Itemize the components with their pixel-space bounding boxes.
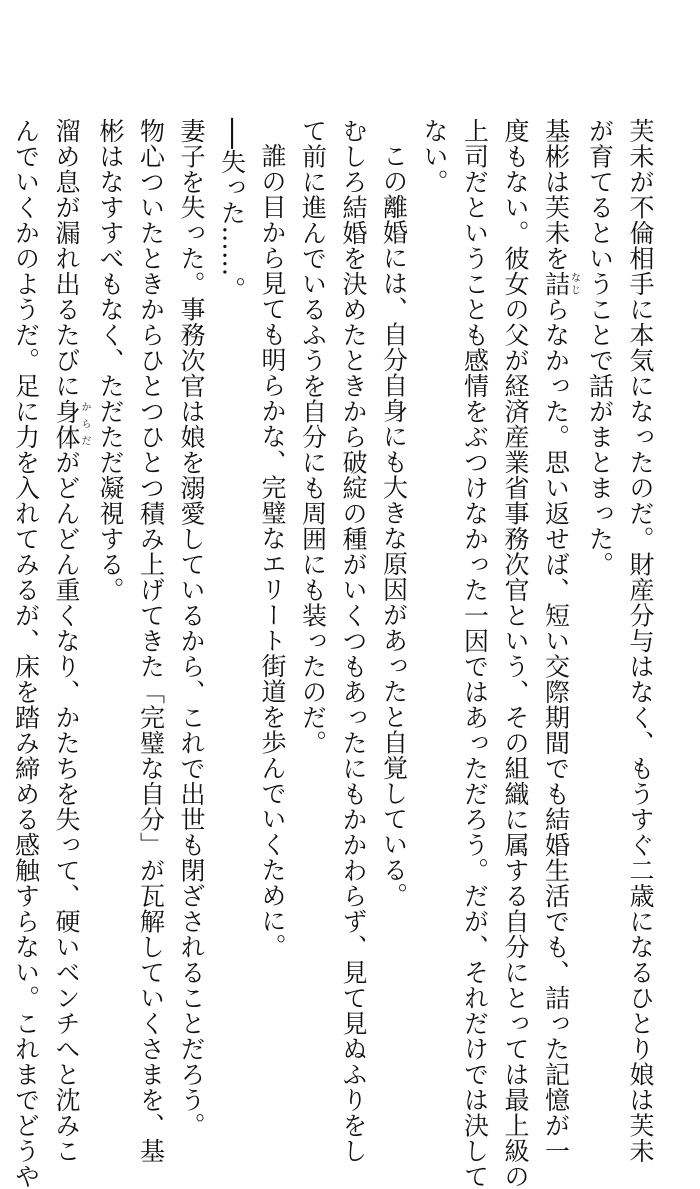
column-3-part-a: 基彬は芙未を xyxy=(541,118,571,271)
text-column-13: 物心ついたときからひとつひとつ積み上げてきた「完璧な自分」が瓦解していくさまを、基 xyxy=(136,118,166,1164)
text-column-14: 彬はなすすべもなく、ただただ凝視する。 xyxy=(96,118,125,603)
ruby-nazi: 詰なじ xyxy=(541,271,580,297)
text-column-6: ない。 xyxy=(420,118,449,195)
text-column-4: 度もない。彼女の父が経済産業省事務次官という、その組織に属する自分にとっては最上級の xyxy=(501,118,530,1189)
column-15-part-a: 溜め息が漏れ出るたびに xyxy=(52,118,81,399)
vertical-text-block xyxy=(0,118,660,1189)
text-column-3 xyxy=(535,118,580,1164)
text-column-15 xyxy=(46,118,90,1164)
text-column-10: 誰の目から見ても明らかな、完璧なエリート街道を歩んでいくために。 xyxy=(258,143,287,959)
text-column-8: むしろ結婚を決めたときから破綻の種がいくつもあったにもかかわらず、見て見ぬふりをし xyxy=(339,118,368,1164)
text-column-16: んでいくかのようだ。足に力を入れてみるが、床を踏み締める感触すらない。これまでどうや xyxy=(11,118,41,1189)
text-column-11: ──失った……。 xyxy=(217,118,247,303)
text-column-9: て前に進んでいるふうを自分にも周囲にも装ったのだ。 xyxy=(298,118,328,756)
column-3-part-b: らなかった。思い返せば、短い交際期間でも結婚生活でも、詰った記憶が一 xyxy=(541,296,571,1164)
text-column-2: が育てるということで話がまとまった。 xyxy=(585,118,615,577)
text-column-7: この離婚には、自分自身にも大きな原因があったと自覚している。 xyxy=(379,143,409,908)
text-column-1: 芙未が不倫相手に本気になったのだ。財産分与はなく、もうすぐ二歳になるひとり娘は芙未 xyxy=(626,118,655,1164)
ruby-karada: 身体からだ xyxy=(52,398,90,450)
text-column-5: 上司だということも感情をぶつけなかった一因ではあっただろう。だが、それだけでは決して xyxy=(460,118,490,1189)
column-15-part-b: がどんどん重くなり、かたちを失って、硬いベンチへと沈みこ xyxy=(52,449,81,1164)
text-column-12: 妻子を失った。事務次官は娘を溺愛しているから、これで出世も閉ざされることだろう。 xyxy=(177,118,206,1138)
